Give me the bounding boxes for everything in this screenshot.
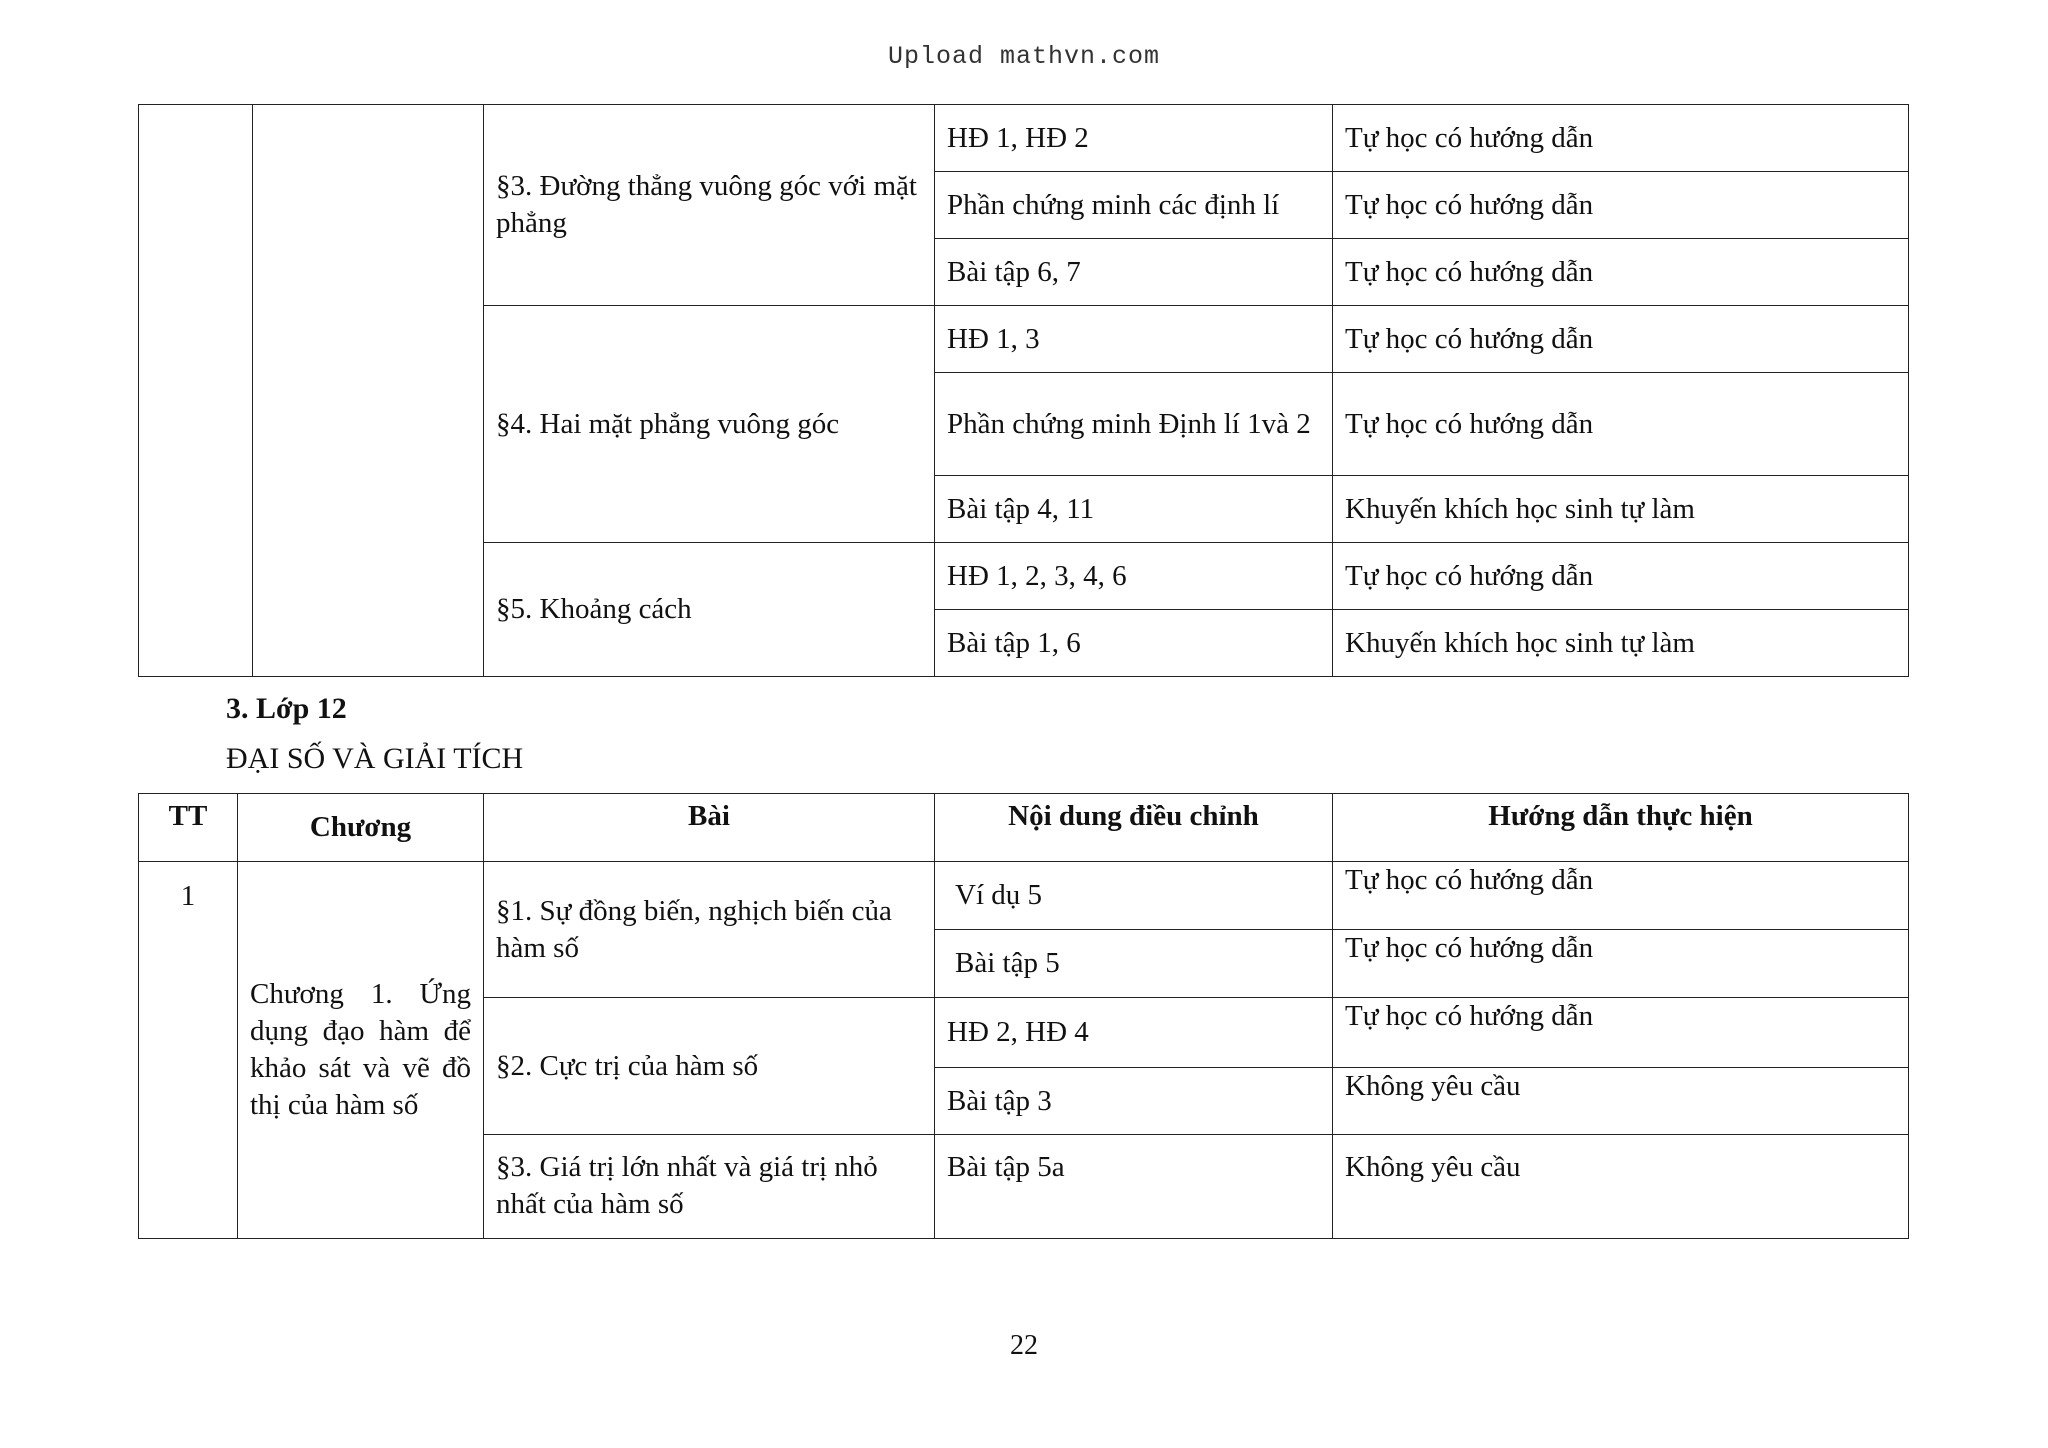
lesson-cell: §2. Cực trị của hàm số [484, 998, 935, 1135]
lesson-cell: §4. Hai mặt phẳng vuông góc [484, 306, 935, 543]
header-guide: Hướng dẫn thực hiện [1333, 794, 1909, 862]
guide-cell: Tự học có hướng dẫn [1333, 172, 1909, 239]
header-content: Nội dung điều chỉnh [935, 794, 1333, 862]
chapter-cell: Chương 1. Ứng dụng đạo hàm để khảo sát và vẽ đồ thị của hàm số [238, 862, 484, 1239]
section-subheading: ĐẠI SỐ VÀ GIẢI TÍCH [226, 742, 524, 775]
content-cell: HĐ 1, 3 [935, 306, 1333, 373]
content-cell: Ví dụ 5 [935, 862, 1333, 930]
header-lesson: Bài [484, 794, 935, 862]
lesson-cell: §3. Giá trị lớn nhất và giá trị nhỏ nhất của hàm số [484, 1135, 935, 1239]
guide-cell: Không yêu cầu [1333, 1068, 1909, 1135]
guide-cell: Tự học có hướng dẫn [1333, 105, 1909, 172]
guide-cell: Khuyến khích học sinh tự làm [1333, 610, 1909, 677]
guide-cell: Tự học có hướng dẫn [1333, 373, 1909, 476]
guide-cell: Tự học có hướng dẫn [1333, 239, 1909, 306]
section-heading: 3. Lớp 12 [226, 692, 347, 725]
content-cell: Phần chứng minh Định lí 1và 2 [935, 373, 1333, 476]
tt-cell [139, 105, 253, 677]
tt-cell: 1 [139, 862, 238, 1239]
content-cell: Bài tập 5 [935, 930, 1333, 998]
page-number: 22 [1010, 1330, 1038, 1361]
lesson-cell: §5. Khoảng cách [484, 543, 935, 677]
content-cell: Bài tập 5a [935, 1135, 1333, 1239]
page-header-watermark: Upload mathvn.com [887, 42, 1161, 71]
content-cell: Bài tập 4, 11 [935, 476, 1333, 543]
content-cell: Bài tập 1, 6 [935, 610, 1333, 677]
content-cell: Bài tập 6, 7 [935, 239, 1333, 306]
guide-cell: Tự học có hướng dẫn [1333, 543, 1909, 610]
content-cell: Phần chứng minh các định lí [935, 172, 1333, 239]
lesson-cell: §3. Đường thẳng vuông góc với mặt phẳng [484, 105, 935, 306]
table-header-row [139, 794, 1909, 862]
adjustment-table-grade11 [138, 104, 1909, 677]
header-chapter: Chương [238, 794, 484, 862]
content-cell: HĐ 1, HĐ 2 [935, 105, 1333, 172]
guide-cell: Tự học có hướng dẫn [1333, 306, 1909, 373]
lesson-cell: §1. Sự đồng biến, nghịch biến của hàm số [484, 862, 935, 998]
chapter-cell [253, 105, 484, 677]
guide-cell: Khuyến khích học sinh tự làm [1333, 476, 1909, 543]
guide-cell: Không yêu cầu [1333, 1135, 1909, 1239]
guide-cell: Tự học có hướng dẫn [1333, 998, 1909, 1068]
content-cell: HĐ 1, 2, 3, 4, 6 [935, 543, 1333, 610]
table-row [139, 105, 1909, 172]
guide-cell: Tự học có hướng dẫn [1333, 930, 1909, 998]
table-row [139, 862, 1909, 930]
content-cell: Bài tập 3 [935, 1068, 1333, 1135]
header-tt: TT [139, 794, 238, 862]
guide-cell: Tự học có hướng dẫn [1333, 862, 1909, 930]
content-cell: HĐ 2, HĐ 4 [935, 998, 1333, 1068]
adjustment-table-grade12 [138, 793, 1909, 1239]
